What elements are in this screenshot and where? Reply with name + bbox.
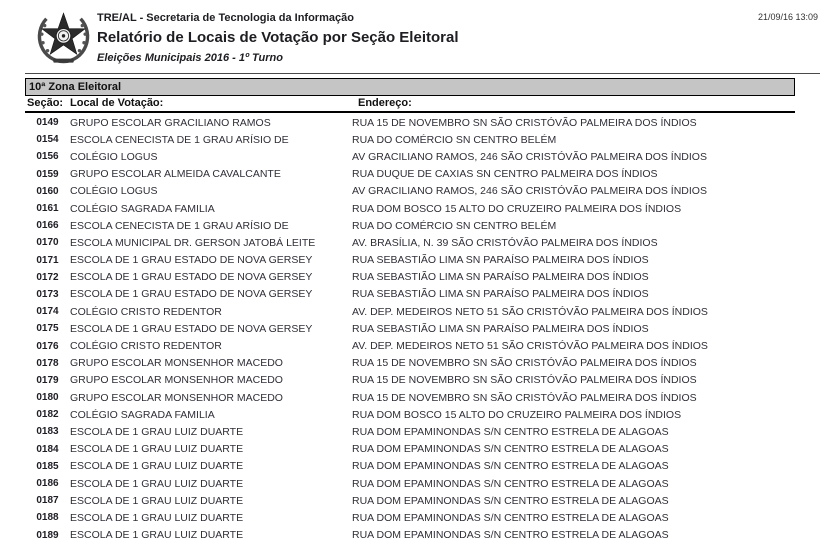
- section-number-cell: 0180: [36, 392, 59, 404]
- polling-place-cell: COLÉGIO CRISTO REDENTOR: [70, 305, 222, 318]
- address-cell: RUA DO COMÉRCIO SN CENTRO BELÉM: [352, 133, 557, 146]
- address-cell: AV GRACILIANO RAMOS, 246 SÃO CRISTÓVÃO PALMEIRA DOS ÍNDIOS: [352, 185, 707, 198]
- table-row: [25, 337, 795, 354]
- table-row: [25, 217, 795, 234]
- section-number-cell: 0187: [36, 495, 59, 507]
- polling-place-cell: GRUPO ESCOLAR ALMEIDA CAVALCANTE: [70, 168, 281, 181]
- address-cell: RUA SEBASTIÃO LIMA SN PARAÍSO PALMEIRA DOS ÍNDIOS: [352, 322, 649, 335]
- section-number-cell: 0159: [36, 168, 59, 180]
- section-number-cell: 0184: [36, 443, 59, 455]
- table-row: [25, 252, 795, 269]
- address-cell: AV GRACILIANO RAMOS, 246 SÃO CRISTÓVÃO PALMEIRA DOS ÍNDIOS: [352, 150, 707, 163]
- column-header-secao: Seção:: [27, 97, 64, 109]
- section-number-cell: 0174: [36, 306, 59, 318]
- address-cell: RUA 15 DE NOVEMBRO SN SÃO CRISTÓVÃO PALMEIRA DOS ÍNDIOS: [352, 116, 697, 129]
- table-row: [25, 303, 795, 320]
- address-cell: RUA 15 DE NOVEMBRO SN SÃO CRISTÓVÃO PALMEIRA DOS ÍNDIOS: [352, 391, 697, 404]
- table-row: [25, 286, 795, 303]
- section-number-cell: 0178: [36, 357, 59, 369]
- polling-place-cell: COLÉGIO SAGRADA FAMILIA: [70, 202, 215, 215]
- polling-place-cell: COLÉGIO CRISTO REDENTOR: [70, 340, 222, 353]
- table-row: [25, 406, 795, 423]
- address-cell: RUA DOM EPAMINONDAS S/N CENTRO ESTRELA DE ALAGOAS: [352, 529, 669, 542]
- address-cell: RUA 15 DE NOVEMBRO SN SÃO CRISTÓVÃO PALMEIRA DOS ÍNDIOS: [352, 357, 697, 370]
- polling-place-cell: GRUPO ESCOLAR MONSENHOR MACEDO: [70, 391, 283, 404]
- address-cell: AV. BRASÍLIA, N. 39 SÃO CRISTÓVÃO PALMEIRA DOS ÍNDIOS: [352, 236, 658, 249]
- table-row: [25, 148, 795, 165]
- column-header-endereco: Endereço:: [358, 97, 412, 109]
- table-row: [25, 183, 795, 200]
- table-row: [25, 492, 795, 509]
- table-row: [25, 475, 795, 492]
- polling-place-cell: ESCOLA DE 1 GRAU ESTADO DE NOVA GERSEY: [70, 271, 313, 284]
- polling-place-cell: ESCOLA DE 1 GRAU LUIZ DUARTE: [70, 425, 244, 438]
- address-cell: RUA SEBASTIÃO LIMA SN PARAÍSO PALMEIRA DOS ÍNDIOS: [352, 254, 649, 267]
- table-row: [25, 509, 795, 526]
- address-cell: RUA DOM EPAMINONDAS S/N CENTRO ESTRELA DE ALAGOAS: [352, 443, 669, 456]
- report-title: Relatório de Locais de Votação por Seção Eleitoral: [97, 29, 459, 46]
- address-cell: RUA DOM EPAMINONDAS S/N CENTRO ESTRELA DE ALAGOAS: [352, 477, 669, 490]
- table-row: [25, 131, 795, 148]
- brazil-coat-of-arms-icon: [35, 7, 92, 67]
- section-number-cell: 0160: [36, 185, 59, 197]
- polling-place-cell: COLÉGIO SAGRADA FAMILIA: [70, 408, 215, 421]
- address-cell: RUA SEBASTIÃO LIMA SN PARAÍSO PALMEIRA DOS ÍNDIOS: [352, 288, 649, 301]
- report-subtitle: Eleições Municipais 2016 - 1º Turno: [97, 52, 283, 64]
- table-column-headers: [25, 97, 795, 113]
- address-cell: AV. DEP. MEDEIROS NETO 51 SÃO CRISTÓVÃO PALMEIRA DOS ÍNDIOS: [352, 305, 708, 318]
- polling-place-cell: ESCOLA DE 1 GRAU ESTADO DE NOVA GERSEY: [70, 322, 313, 335]
- address-cell: RUA DOM EPAMINONDAS S/N CENTRO ESTRELA DE ALAGOAS: [352, 511, 669, 524]
- zone-header: 10ª Zona Eleitoral: [25, 78, 795, 96]
- polling-place-cell: GRUPO ESCOLAR GRACILIANO RAMOS: [70, 116, 271, 129]
- section-number-cell: 0173: [36, 288, 59, 300]
- table-row: [25, 372, 795, 389]
- polling-place-cell: ESCOLA DE 1 GRAU ESTADO DE NOVA GERSEY: [70, 254, 313, 267]
- address-cell: RUA DOM EPAMINONDAS S/N CENTRO ESTRELA DE ALAGOAS: [352, 494, 669, 507]
- polling-place-cell: ESCOLA CENECISTA DE 1 GRAU ARÍSIO DE: [70, 219, 289, 232]
- address-cell: RUA DOM BOSCO 15 ALTO DO CRUZEIRO PALMEIRA DOS ÍNDIOS: [352, 202, 682, 215]
- section-number-cell: 0185: [36, 460, 59, 472]
- address-cell: RUA DOM BOSCO 15 ALTO DO CRUZEIRO PALMEIRA DOS ÍNDIOS: [352, 408, 682, 421]
- table-row: [25, 114, 795, 131]
- section-number-cell: 0156: [36, 151, 59, 163]
- polling-place-cell: ESCOLA DE 1 GRAU LUIZ DUARTE: [70, 443, 244, 456]
- section-number-cell: 0189: [36, 529, 59, 541]
- section-number-cell: 0166: [36, 220, 59, 232]
- section-number-cell: 0171: [36, 254, 59, 266]
- section-number-cell: 0176: [36, 340, 59, 352]
- table-row: [25, 355, 795, 372]
- address-cell: RUA DOM EPAMINONDAS S/N CENTRO ESTRELA DE ALAGOAS: [352, 460, 669, 473]
- table-row: [25, 234, 795, 251]
- polling-place-cell: ESCOLA DE 1 GRAU LUIZ DUARTE: [70, 477, 244, 490]
- table-row: [25, 423, 795, 440]
- section-number-cell: 0170: [36, 237, 59, 249]
- org-name: TRE/AL - Secretaria de Tecnologia da Informação: [97, 12, 354, 24]
- section-number-cell: 0186: [36, 478, 59, 490]
- polling-place-cell: ESCOLA DE 1 GRAU LUIZ DUARTE: [70, 494, 244, 507]
- table-row: [25, 200, 795, 217]
- column-header-local: Local de Votação:: [70, 97, 164, 109]
- table-body: [25, 114, 795, 544]
- address-cell: RUA DO COMÉRCIO SN CENTRO BELÉM: [352, 219, 557, 232]
- polling-place-cell: GRUPO ESCOLAR MONSENHOR MACEDO: [70, 374, 283, 387]
- table-row: [25, 166, 795, 183]
- header-divider: [25, 73, 820, 74]
- polling-place-cell: ESCOLA DE 1 GRAU LUIZ DUARTE: [70, 460, 244, 473]
- polling-place-cell: COLÉGIO LOGUS: [70, 185, 158, 198]
- print-timestamp: 21/09/16 13:09: [757, 12, 818, 22]
- address-cell: AV. DEP. MEDEIROS NETO 51 SÃO CRISTÓVÃO PALMEIRA DOS ÍNDIOS: [352, 340, 708, 353]
- table-row: [25, 269, 795, 286]
- section-number-cell: 0154: [36, 134, 59, 146]
- section-number-cell: 0183: [36, 426, 59, 438]
- address-cell: RUA 15 DE NOVEMBRO SN SÃO CRISTÓVÃO PALMEIRA DOS ÍNDIOS: [352, 374, 697, 387]
- section-number-cell: 0188: [36, 512, 59, 524]
- address-cell: RUA DOM EPAMINONDAS S/N CENTRO ESTRELA DE ALAGOAS: [352, 425, 669, 438]
- table-row: [25, 458, 795, 475]
- table-row: [25, 320, 795, 337]
- polling-place-cell: ESCOLA DE 1 GRAU ESTADO DE NOVA GERSEY: [70, 288, 313, 301]
- polling-place-cell: ESCOLA CENECISTA DE 1 GRAU ARÍSIO DE: [70, 133, 289, 146]
- section-number-cell: 0182: [36, 409, 59, 421]
- table-row: [25, 441, 795, 458]
- section-number-cell: 0175: [36, 323, 59, 335]
- section-number-cell: 0149: [36, 117, 59, 129]
- address-cell: RUA DUQUE DE CAXIAS SN CENTRO PALMEIRA DOS ÍNDIOS: [352, 168, 658, 181]
- polling-place-cell: COLÉGIO LOGUS: [70, 150, 158, 163]
- section-number-cell: 0161: [36, 203, 59, 215]
- address-cell: RUA SEBASTIÃO LIMA SN PARAÍSO PALMEIRA DOS ÍNDIOS: [352, 271, 649, 284]
- table-row: [25, 527, 795, 544]
- section-number-cell: 0179: [36, 374, 59, 386]
- polling-place-cell: GRUPO ESCOLAR MONSENHOR MACEDO: [70, 357, 283, 370]
- polling-place-cell: ESCOLA DE 1 GRAU LUIZ DUARTE: [70, 511, 244, 524]
- table-row: [25, 389, 795, 406]
- polling-place-cell: ESCOLA DE 1 GRAU LUIZ DUARTE: [70, 529, 244, 542]
- section-number-cell: 0172: [36, 271, 59, 283]
- polling-place-cell: ESCOLA MUNICIPAL DR. GERSON JATOBÁ LEITE: [70, 236, 316, 249]
